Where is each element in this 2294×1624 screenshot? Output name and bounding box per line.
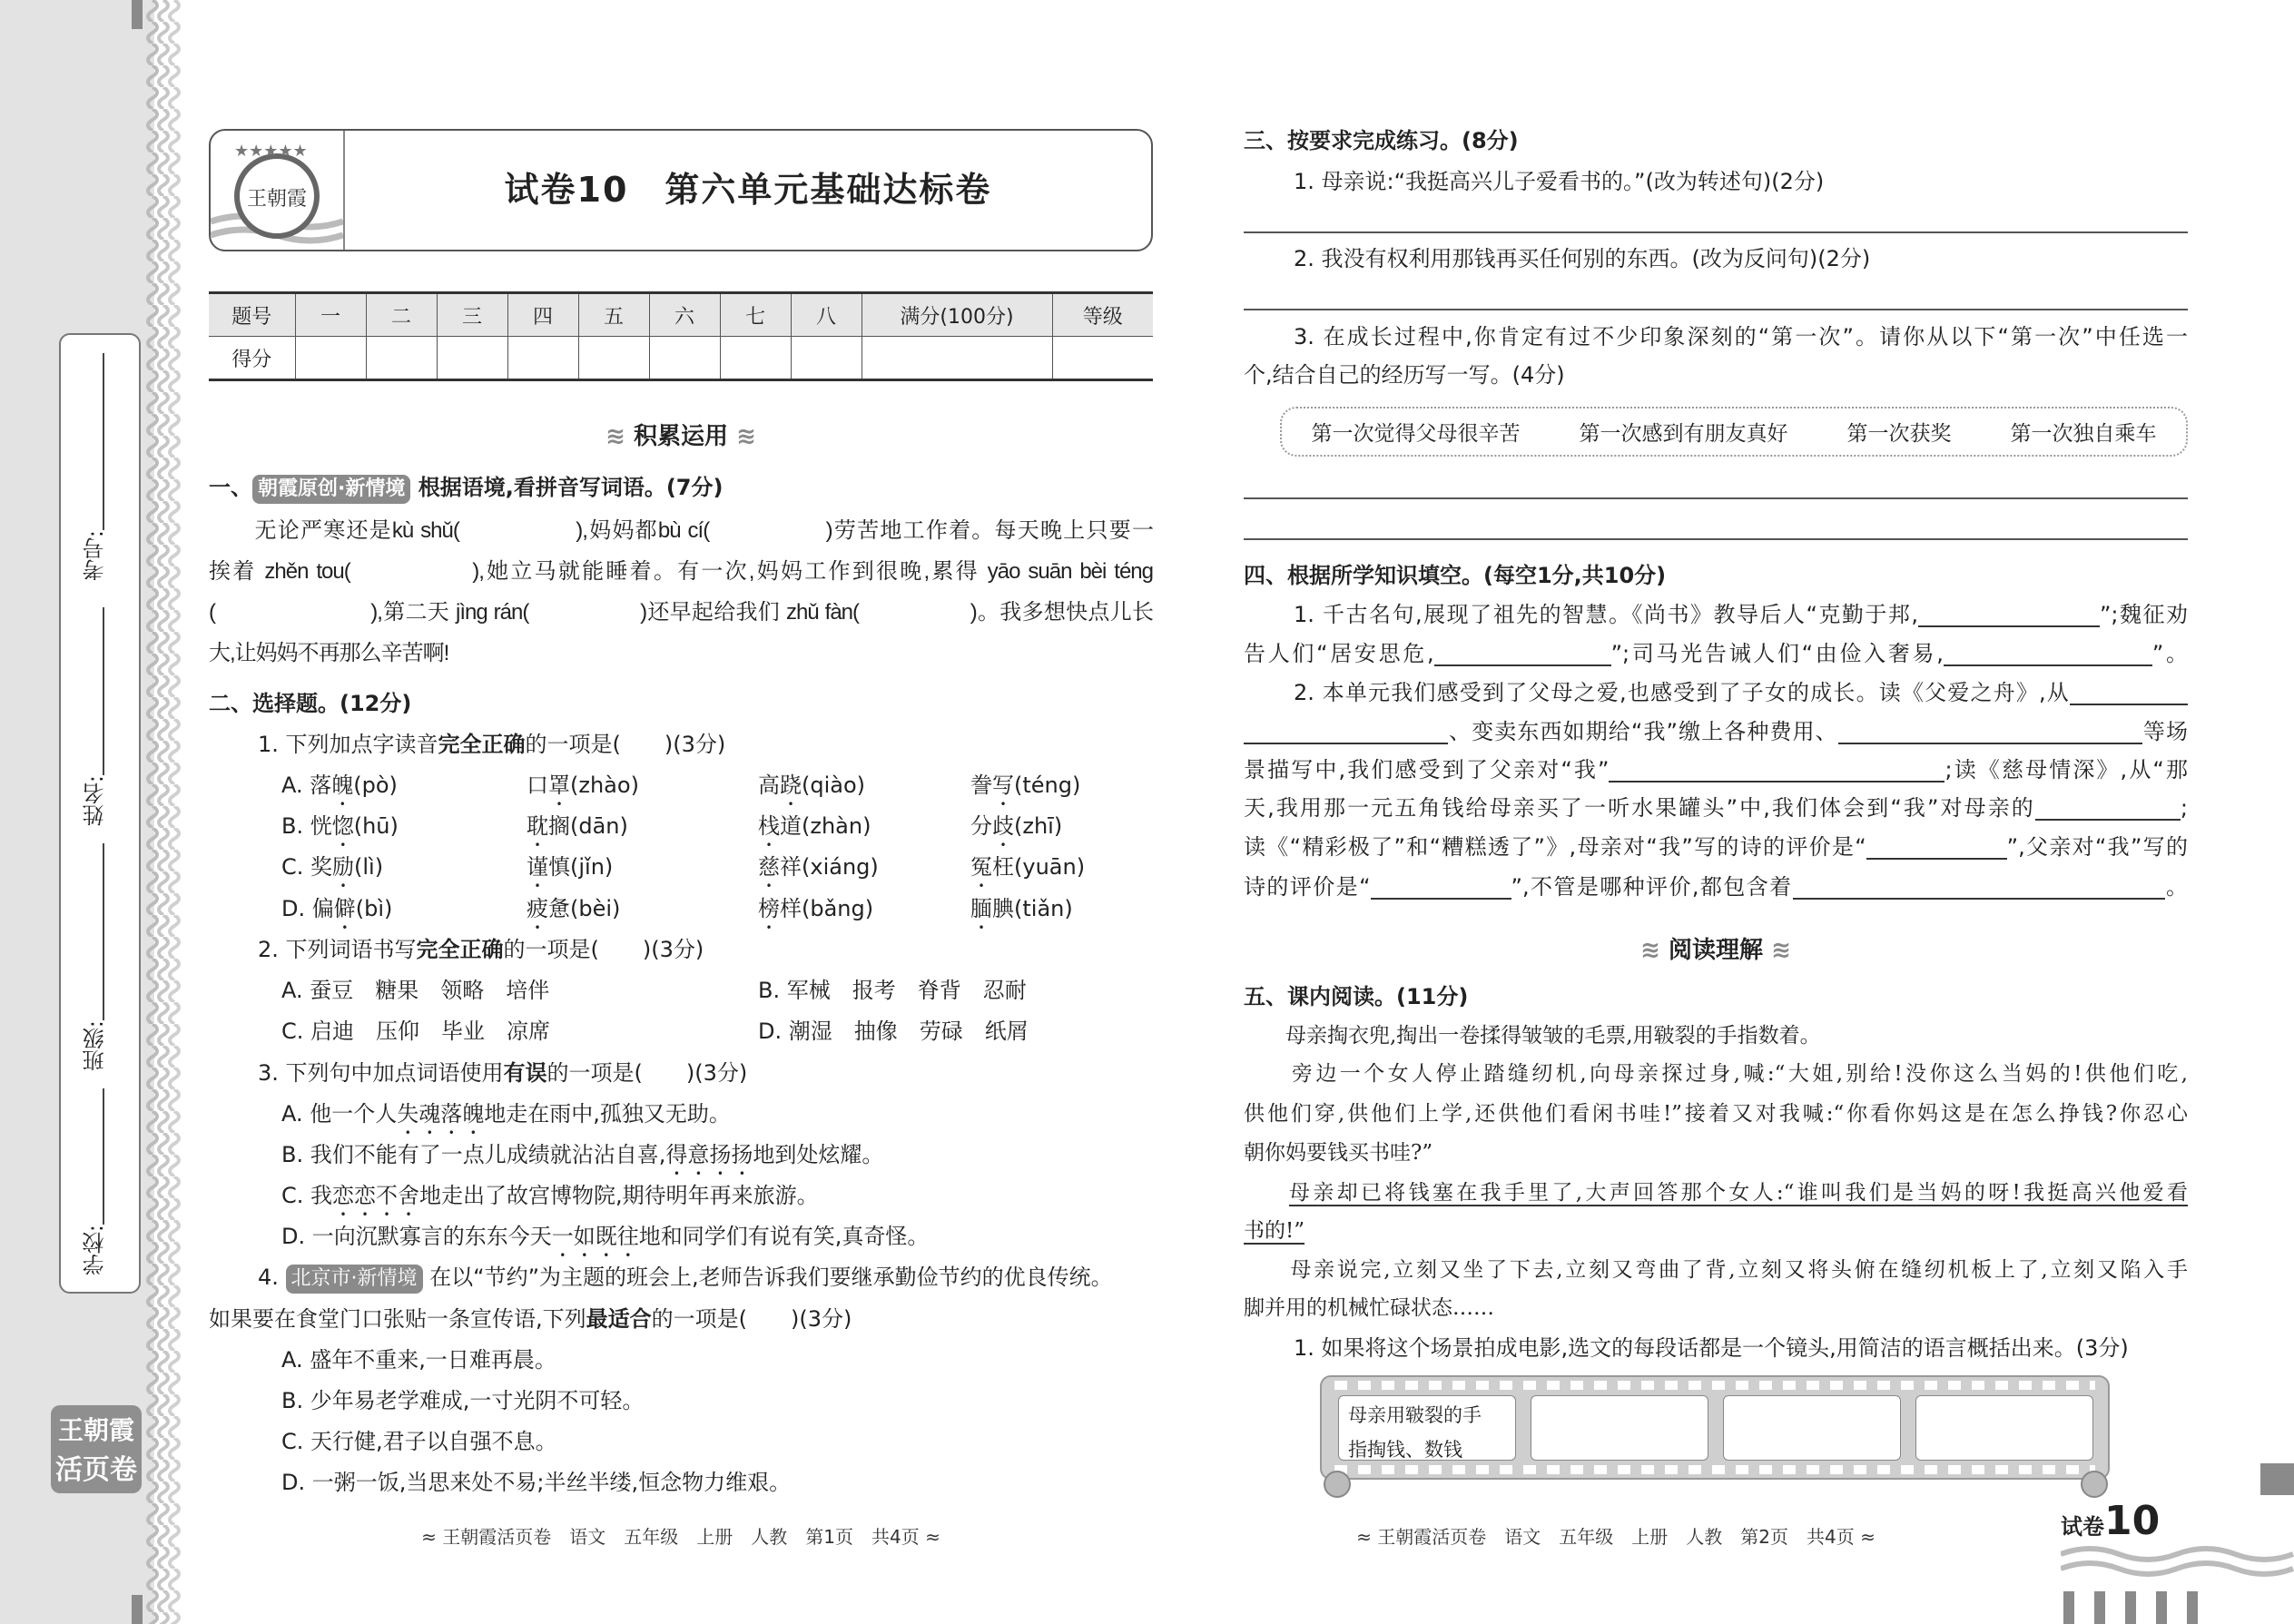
choice-item[interactable]: 第一次获奖 bbox=[1846, 422, 1952, 446]
fill-blank[interactable] bbox=[1918, 600, 2100, 627]
question-4-heading: 四、根据所学知识填空。(每空1分,共10分) bbox=[1244, 563, 1667, 588]
fill-blank[interactable] bbox=[1944, 639, 2152, 666]
fill-blank[interactable] bbox=[1793, 872, 2165, 900]
pinyin-option: C. 奖励(lì) bbox=[281, 854, 384, 881]
pinyin-option: 誊写(téng) bbox=[970, 773, 1081, 798]
publisher-logo bbox=[211, 131, 345, 250]
film-roll-icon bbox=[1324, 1471, 1351, 1498]
fill-line: 告人们“居安思危, ”;司马光告诫人们“由俭入奢易, ”。 bbox=[1244, 641, 2189, 666]
question-5-heading: 五、课内阅读。(11分) bbox=[1244, 984, 1469, 1009]
table-row: 得分 bbox=[209, 337, 1153, 380]
brand-logo: 王朝霞 活页卷 bbox=[51, 1405, 142, 1493]
fill-line: 2. 本单元我们感受到了父母之爱,也感受到了子女的成长。读《父爱之舟》,从 bbox=[1244, 673, 2188, 714]
registration-mark bbox=[132, 1595, 143, 1624]
option-c: C. 天行健,君子以自强不息。 bbox=[281, 1429, 557, 1454]
wave-decoration bbox=[2061, 1543, 2294, 1580]
choice-item[interactable]: 第一次感到有朋友真好 bbox=[1579, 422, 1788, 446]
question-1-heading: 一、 朝霞原创·新情境 根据语境,看拼音写词语。(7分) bbox=[209, 468, 723, 508]
passage-line: 朝你妈要钱买书哇?” bbox=[1244, 1141, 1433, 1165]
section-heading-accumulation: ≋ 积累运用 ≋ bbox=[605, 423, 756, 450]
option-a: A. 他一个人失魂落魄地走在雨中,孤独又无助。 bbox=[281, 1101, 731, 1127]
question-5-1: 1. 如果将这个场景拍成电影,选文的每段话都是一个镜头,用简洁的语言概括出来。(3分) bbox=[1294, 1335, 2129, 1361]
first-time-choices bbox=[1280, 407, 2188, 457]
pinyin-option: 榜样(bǎng) bbox=[758, 895, 874, 921]
question-2-2: 2. 下列词语书写完全正确的一项是( )(3分) bbox=[258, 937, 704, 962]
pinyin-option: 谨慎(jǐn) bbox=[527, 854, 614, 881]
fill-blank[interactable] bbox=[1244, 717, 1448, 744]
option-a: A. 蚕豆 糖果 领略 培伴 bbox=[281, 978, 550, 1003]
question-2-heading: 二、选择题。(12分) bbox=[209, 691, 412, 716]
option-d: D. 潮湿 抽像 劳碌 纸屑 bbox=[758, 1019, 1029, 1044]
svg-text:★★★★★: ★★★★★ bbox=[234, 142, 308, 161]
class-field[interactable]: 班级: bbox=[61, 843, 139, 1071]
question-2-4-line2: 如果要在食堂门口张贴一条宣传语,下列最适合的一项是( )(3分) bbox=[209, 1306, 852, 1332]
question-2-4: 4. 北京市·新情境 在以“节约”为主题的班会上,老师告诉我们要继承勤俭节约的优良传统。 bbox=[258, 1257, 1113, 1298]
fill-blank[interactable] bbox=[1371, 872, 1511, 900]
film-strip bbox=[1320, 1375, 2110, 1480]
question-2-1: 1. 下列加点字读音完全正确的一项是( )(3分) bbox=[258, 732, 726, 757]
fill-line: 景描写中,我们感受到了父亲对“我” ;读《慈母情深》,从“那 bbox=[1244, 757, 2188, 782]
pinyin-option: 冤枉(yuān) bbox=[970, 854, 1086, 881]
option-b: B. 少年易老学难成,一寸光阴不可轻。 bbox=[281, 1388, 645, 1413]
pinyin-option: B. 恍惚(hū) bbox=[281, 813, 399, 840]
option-d: D. 一粥一饭,当思来处不易;半丝半缕,恒念物力维艰。 bbox=[281, 1470, 792, 1495]
exam-number-field[interactable]: 考号: bbox=[61, 353, 139, 581]
film-frame-answer[interactable] bbox=[1723, 1395, 1901, 1461]
film-frame: 母亲用皲裂的手 指掏钱、数钱 bbox=[1338, 1395, 1516, 1461]
fill-blank[interactable] bbox=[1866, 832, 2007, 860]
pinyin-option: 疲惫(bèi) bbox=[527, 895, 621, 921]
passage-line: 母亲掏衣兜,掏出一卷揉得皱皱的毛票,用皲裂的手指数着。 bbox=[1244, 1024, 1821, 1048]
answer-line[interactable] bbox=[1244, 497, 2188, 499]
name-field[interactable]: 姓名: bbox=[61, 607, 139, 826]
film-frame-answer[interactable] bbox=[1915, 1395, 2093, 1461]
fill-line: 读《“精彩极了”和“糟糕透了”》,母亲对“我”写的诗的评价是“ ”,父亲对“我”写的 bbox=[1244, 834, 2188, 860]
option-a: A. 盛年不重来,一日难再晨。 bbox=[281, 1347, 556, 1373]
pinyin-option: D. 偏僻(bì) bbox=[281, 895, 393, 921]
question-3-3: 3. 在成长过程中,你肯定有过不少印象深刻的“第一次”。请你从以下“第一次”中任选一 bbox=[1294, 324, 2188, 349]
option-c: C. 我恋恋不舍地走出了故宫博物院,期待明年再来旅游。 bbox=[281, 1183, 819, 1208]
paragraph-line: 无论严寒还是kù shǔ( ),妈妈都bù cí( )劳苦地工作着。每天晚上只要一 bbox=[209, 518, 1153, 543]
page-title: 试卷10 第六单元基础达标卷 bbox=[504, 170, 992, 210]
pinyin-option: 高跷(qiào) bbox=[758, 773, 866, 798]
pinyin-option: 慈祥(xiáng) bbox=[758, 854, 879, 881]
answer-line[interactable] bbox=[1244, 309, 2188, 310]
answer-line[interactable] bbox=[1244, 231, 2188, 233]
fill-line: 诗的评价是“ ”,不管是哪种评价,都包含着 。 bbox=[1244, 874, 2189, 900]
choice-item[interactable]: 第一次觉得父母很辛苦 bbox=[1311, 422, 1521, 446]
option-b: B. 我们不能有了一点儿成绩就沾沾自喜,得意扬扬地到处炫耀。 bbox=[281, 1142, 884, 1167]
page-tab-marker bbox=[2260, 1463, 2294, 1495]
registration-bars bbox=[2063, 1591, 2200, 1624]
pinyin-option: 栈道(zhàn) bbox=[758, 813, 871, 840]
section-heading-reading: ≋ 阅读理解 ≋ bbox=[1640, 937, 1791, 964]
fill-line: 1. 千古名句,展现了祖先的智慧。《尚书》教导后人“克勤于邦, ”;魏征劝 bbox=[1294, 602, 2188, 627]
choice-item[interactable]: 第一次独自乘车 bbox=[2010, 422, 2157, 446]
question-3-2: 2. 我没有权利用那钱再买任何别的东西。(改为反问句)(2分) bbox=[1294, 246, 1871, 271]
fill-blank[interactable] bbox=[1838, 717, 2142, 744]
fill-blank[interactable] bbox=[1434, 639, 1611, 666]
passage-line-underlined: 母亲却已将钱塞在我手里了,大声回答那个女人:“谁叫我们是当妈的呀!我挺高兴他爱看 bbox=[1289, 1181, 2188, 1205]
film-roll-icon bbox=[2081, 1471, 2108, 1498]
answer-line[interactable] bbox=[1244, 538, 2188, 540]
question-2-3: 3. 下列句中加点词语使用有误的一项是( )(3分) bbox=[258, 1060, 748, 1086]
pinyin-option: 口罩(zhào) bbox=[527, 773, 639, 798]
film-frame-answer[interactable] bbox=[1531, 1395, 1708, 1461]
pinyin-option: 分歧(zhī) bbox=[970, 813, 1063, 840]
paragraph-line: 挨着 zhěn tou( ),她立马就能睡着。有一次,妈妈工作到很晚,累得 yāo suān bèi téng bbox=[209, 559, 1153, 584]
paragraph-line: 大,让妈妈不再那么辛苦啊! bbox=[209, 641, 449, 665]
fill-blank[interactable] bbox=[2070, 678, 2188, 705]
fill-line: 、变卖东西如期给“我”缴上各种费用、 等场 bbox=[1244, 712, 2188, 753]
option-b: B. 军械 报考 脊背 忍耐 bbox=[758, 978, 1027, 1003]
passage-line: 母亲说完,立刻又坐了下去,立刻又弯曲了背,立刻又将头俯在缝纫机板上了,立刻又陷入手 bbox=[1244, 1258, 2188, 1282]
question-3-3-line2: 个,结合自己的经历写一写。(4分) bbox=[1244, 362, 1565, 388]
passage-line-underlined: 书的!” bbox=[1244, 1219, 1305, 1243]
school-field[interactable]: 学校: bbox=[61, 1088, 139, 1275]
fill-blank[interactable] bbox=[1609, 755, 1944, 782]
question-tag: 北京市·新情境 bbox=[286, 1265, 423, 1294]
passage-line: 脚并用的机械忙碌状态…… bbox=[1244, 1296, 1494, 1320]
fill-blank[interactable] bbox=[2035, 793, 2181, 821]
paragraph-line: ( ),第二天 jìng rán( )还早起给我们 zhǔ fàn( )。我多想快点儿长 bbox=[209, 600, 1153, 625]
passage-line: 旁边一个女人停止踏缝纫机,向母亲探过身,喊:“大姐,别给!没你这么当妈的!供他们吃, bbox=[1244, 1062, 2188, 1086]
question-3-heading: 三、按要求完成练习。(8分) bbox=[1244, 128, 1519, 153]
table-row: 题号 一 二 三 四 五 六 七 八 满分(100分) 等级 bbox=[209, 293, 1153, 337]
pinyin-option: 腼腆(tiǎn) bbox=[970, 895, 1073, 921]
pinyin-option: A. 落魄(pò) bbox=[281, 773, 398, 798]
svg-text:王朝霞: 王朝霞 bbox=[246, 188, 308, 211]
student-info-box bbox=[59, 333, 141, 1294]
wavy-edge-decoration bbox=[145, 0, 189, 1624]
pinyin-option: 耽搁(dān) bbox=[527, 813, 628, 840]
title-box bbox=[209, 129, 1153, 251]
paper-number-badge: 试卷10 bbox=[2061, 1498, 2161, 1544]
page-footer: ≈ 王朝霞活页卷 语文 五年级 上册 人教 第1页 共4页 ≈ bbox=[421, 1526, 940, 1548]
passage-line: 供他们穿,供他们上学,还供他们看闲书哇!”接着又对我喊:“你看你妈这是在怎么挣钱?你忍心 bbox=[1244, 1102, 2188, 1126]
fill-line: 天,我用那一元五角钱给母亲买了一听水果罐头”中,我们体会到“我”对母亲的 ; bbox=[1244, 795, 2188, 821]
registration-mark bbox=[132, 0, 143, 29]
option-c: C. 启迪 压仰 毕业 凉席 bbox=[281, 1019, 551, 1044]
question-tag: 朝霞原创·新情境 bbox=[252, 475, 410, 504]
page-footer: ≈ 王朝霞活页卷 语文 五年级 上册 人教 第2页 共4页 ≈ bbox=[1356, 1526, 1876, 1548]
question-3-1: 1. 母亲说:“我挺高兴儿子爱看书的。”(改为转述句)(2分) bbox=[1294, 169, 1825, 194]
option-d: D. 一向沉默寡言的东东今天一如既往地和同学们有说有笑,真奇怪。 bbox=[281, 1224, 930, 1249]
score-table bbox=[209, 291, 1153, 381]
